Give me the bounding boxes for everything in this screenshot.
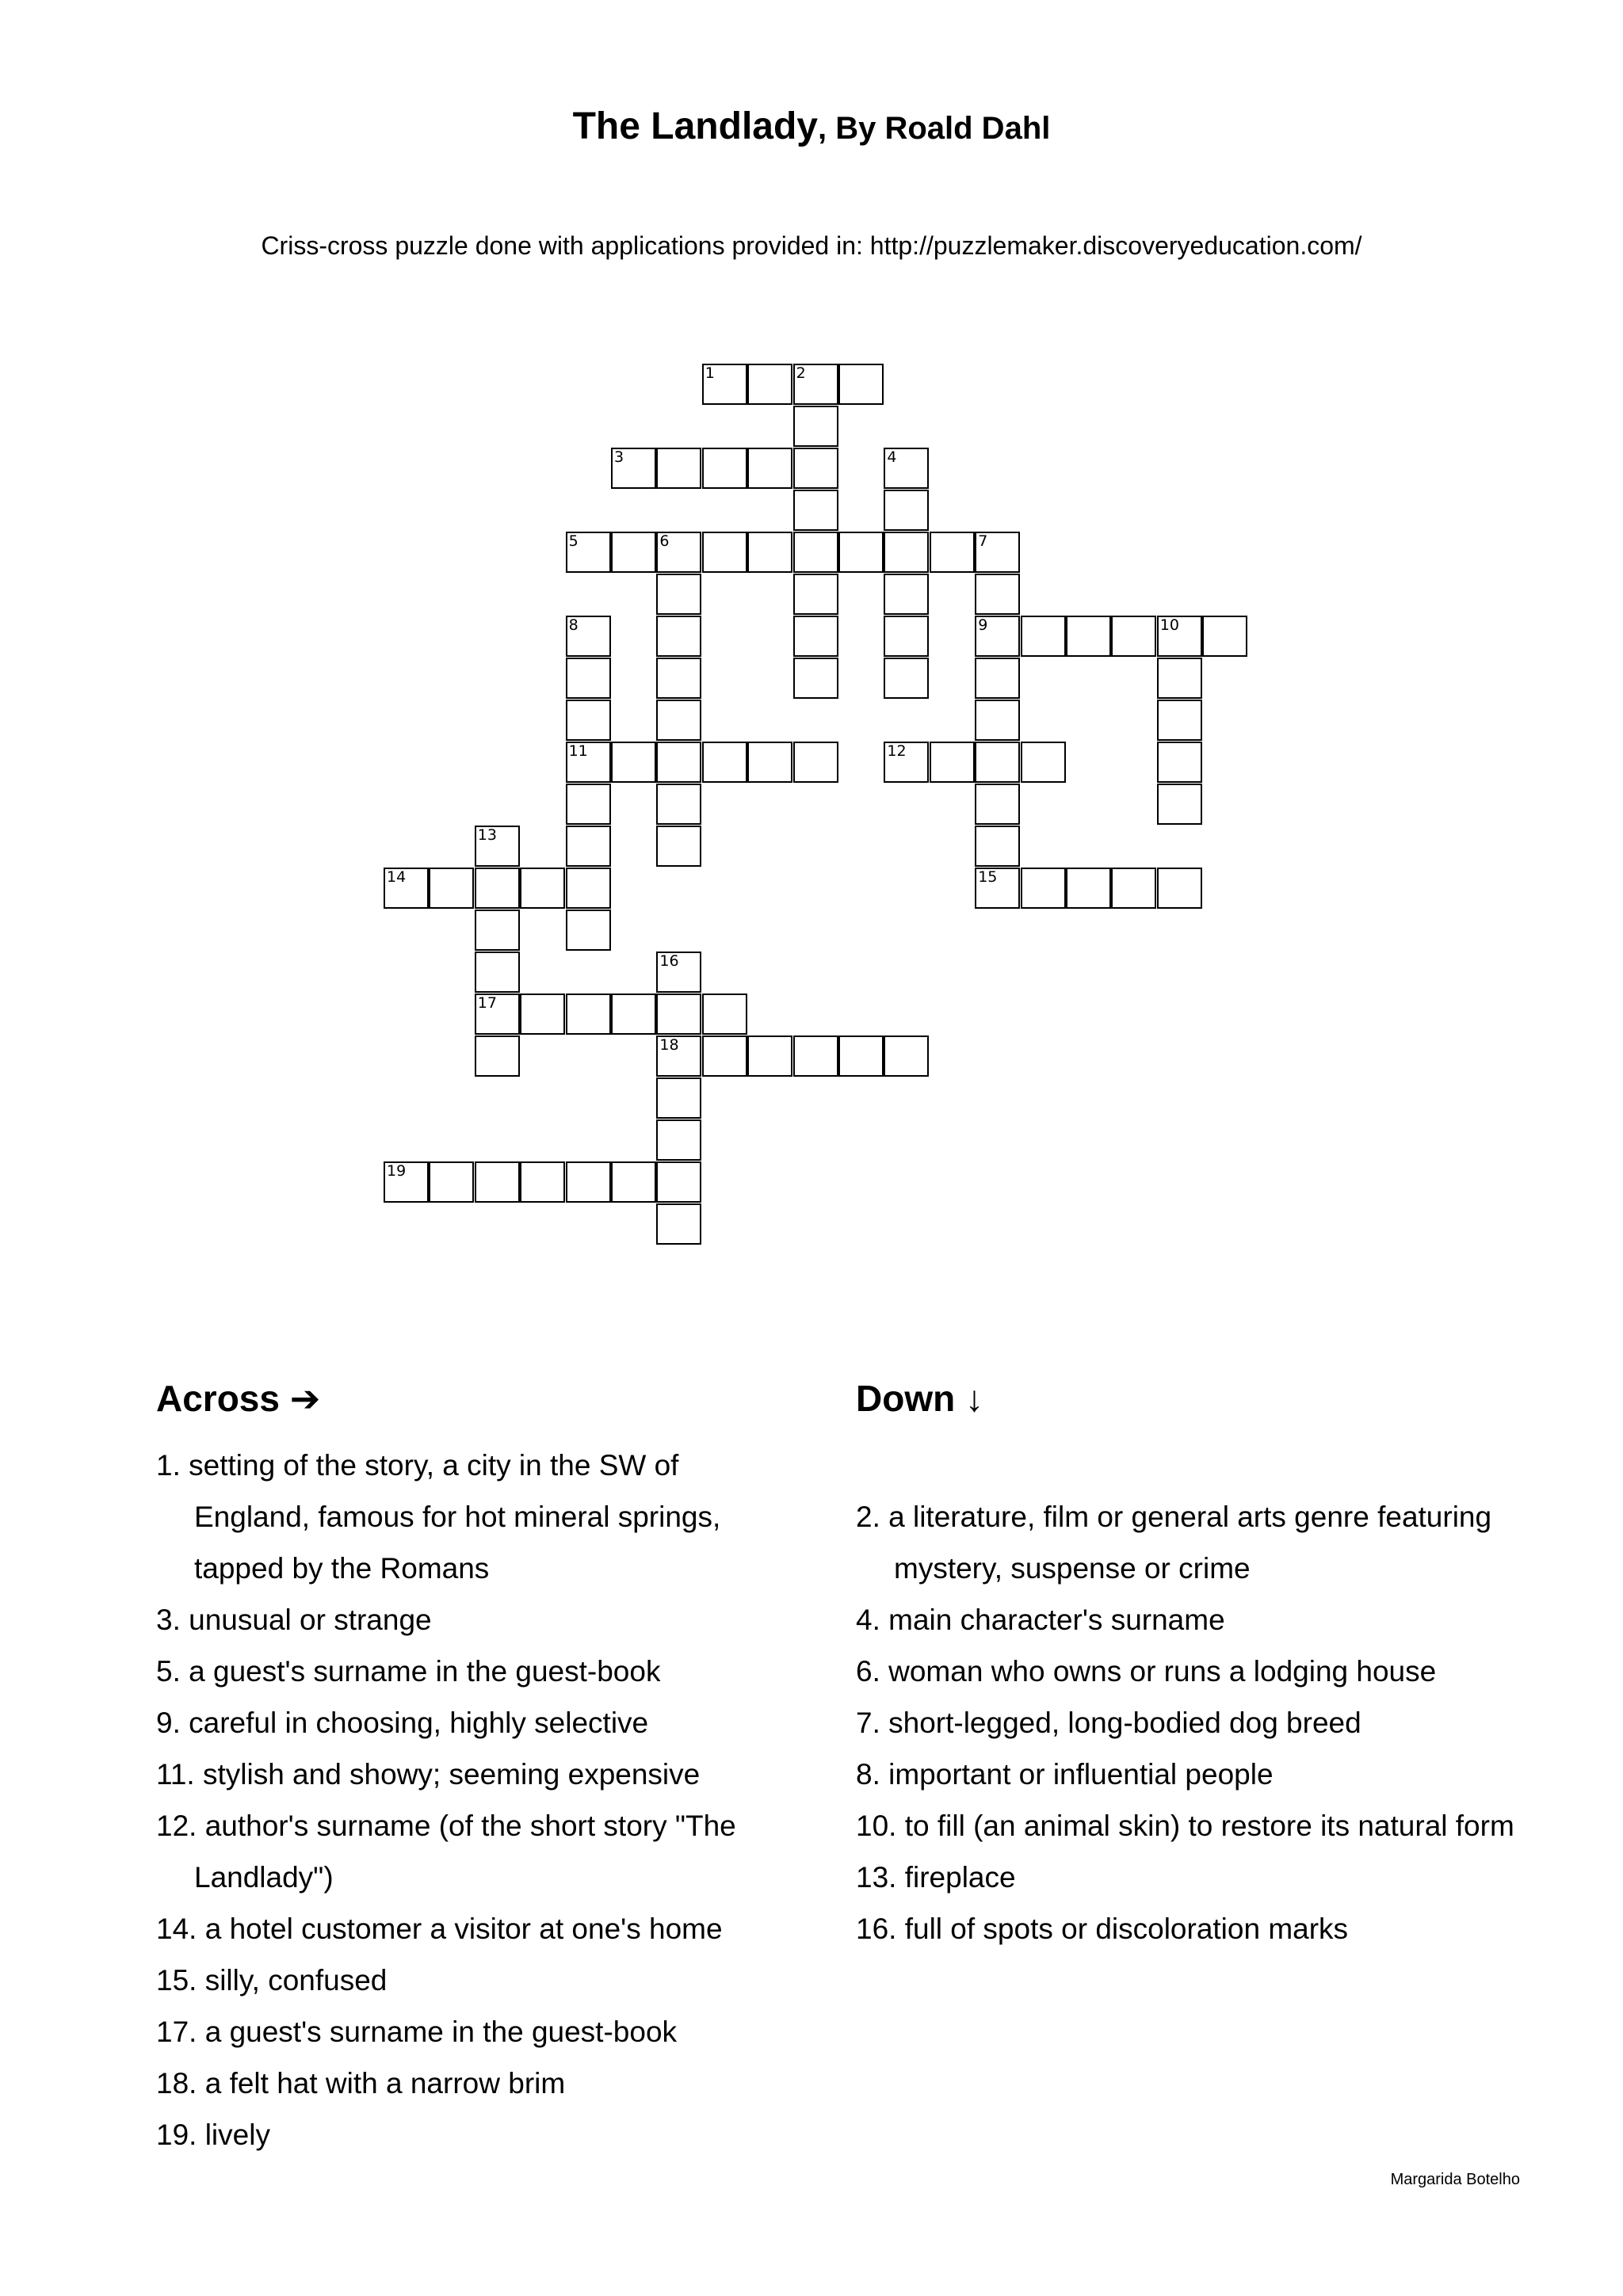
cell-number: 8 (568, 616, 579, 634)
grid-cell[interactable] (975, 700, 1020, 741)
grid-cell[interactable] (520, 1161, 565, 1203)
cell-number: 9 (978, 616, 988, 634)
grid-cell[interactable] (1157, 658, 1202, 699)
down-clue: 2. a literature, film or general arts genre featuring mystery, suspense or crime (856, 1501, 1492, 1585)
grid-cell[interactable] (793, 1035, 838, 1077)
across-clue: 9. careful in choosing, highly selective (156, 1707, 649, 1739)
grid-cell[interactable] (975, 658, 1020, 699)
grid-cell[interactable] (566, 1161, 611, 1203)
grid-cell[interactable] (475, 1035, 520, 1077)
cell-number: 17 (477, 994, 497, 1012)
grid-cell[interactable] (566, 616, 611, 657)
grid-cell[interactable] (747, 1035, 792, 1077)
cell-number: 12 (887, 742, 907, 760)
grid-cell[interactable] (520, 994, 565, 1035)
grid-cell[interactable] (611, 742, 656, 783)
grid-cell[interactable] (1066, 868, 1111, 909)
grid-cell[interactable] (656, 616, 701, 657)
grid-cell[interactable] (884, 532, 929, 573)
grid-cell[interactable] (975, 574, 1020, 615)
grid-cell[interactable] (1111, 616, 1156, 657)
grid-cell[interactable] (975, 532, 1020, 573)
grid-cell[interactable] (793, 532, 838, 573)
across-clue: 3. unusual or strange (156, 1604, 432, 1636)
cell-number: 15 (978, 868, 998, 886)
grid-cell[interactable] (475, 952, 520, 993)
grid-cell[interactable] (1202, 616, 1247, 657)
grid-cell[interactable] (611, 448, 656, 489)
grid-cell[interactable] (793, 406, 838, 447)
grid-cell[interactable] (975, 826, 1020, 867)
down-heading: Down ↓ (856, 1378, 983, 1419)
grid-cell[interactable] (1111, 868, 1156, 909)
grid-cell[interactable] (566, 700, 611, 741)
across-clue: 19. lively (156, 2119, 270, 2151)
grid-cell[interactable] (884, 490, 929, 531)
down-clue: 6. woman who owns or runs a lodging house (856, 1655, 1437, 1688)
grid-cell[interactable] (656, 784, 701, 825)
grid-cell[interactable] (1021, 616, 1066, 657)
grid-cell[interactable] (611, 1161, 656, 1203)
down-clue: 8. important or influential people (856, 1758, 1274, 1791)
cell-number: 14 (387, 868, 407, 886)
cell-number: 13 (477, 826, 497, 844)
grid-cell[interactable] (1157, 784, 1202, 825)
cell-number: 18 (659, 1036, 679, 1054)
grid-cell[interactable] (566, 658, 611, 699)
grid-cell[interactable] (656, 1077, 701, 1119)
grid-cell[interactable] (793, 364, 838, 405)
grid-cell[interactable] (975, 742, 1020, 783)
author-credit: Margarida Botelho (1390, 2171, 1520, 2188)
grid-cell[interactable] (702, 532, 747, 573)
grid-cell[interactable] (656, 574, 701, 615)
grid-cell[interactable] (975, 868, 1020, 909)
grid-cell[interactable] (656, 1161, 701, 1203)
grid-cell[interactable] (656, 532, 701, 573)
title-author: , By Roald Dahl (817, 111, 1051, 146)
cell-number: 4 (887, 448, 897, 466)
grid-cell[interactable] (838, 364, 884, 405)
across-clue: 1. setting of the story, a city in the SW of England, famous for hot mineral springs, tapped by the Romans (156, 1449, 721, 1585)
grid-cell[interactable] (838, 532, 884, 573)
cell-number: 10 (1159, 616, 1179, 634)
grid-cell[interactable] (793, 448, 838, 489)
grid-cell[interactable] (793, 616, 838, 657)
across-heading: Across ➔ (156, 1378, 321, 1419)
grid-cell[interactable] (520, 868, 565, 909)
grid-cell[interactable] (702, 994, 747, 1035)
title-main: The Landlady (572, 105, 818, 147)
grid-cell[interactable] (384, 868, 429, 909)
cell-number: 6 (659, 532, 670, 550)
grid-cell[interactable] (975, 784, 1020, 825)
grid-cell[interactable] (884, 1035, 929, 1077)
across-clue: 5. a guest's surname in the guest-book (156, 1655, 661, 1688)
grid-cell[interactable] (1157, 616, 1202, 657)
grid-cell[interactable] (566, 742, 611, 783)
grid-cell[interactable] (566, 994, 611, 1035)
grid-cell[interactable] (793, 574, 838, 615)
cell-number: 11 (568, 742, 588, 760)
down-clue: 10. to fill (an animal skin) to restore its natural form (856, 1810, 1514, 1842)
cell-number: 3 (614, 448, 624, 466)
cell-number: 19 (387, 1162, 407, 1180)
grid-cell[interactable] (656, 994, 701, 1035)
grid-cell[interactable] (656, 700, 701, 741)
grid-cell[interactable] (793, 658, 838, 699)
grid-cell[interactable] (656, 826, 701, 867)
grid-cell[interactable] (566, 532, 611, 573)
grid-cell[interactable] (475, 868, 520, 909)
across-clue: 18. a felt hat with a narrow brim (156, 2067, 566, 2100)
subtitle: Criss-cross puzzle done with applications provided in: http://puzzlemaker.discoveryeducation.com/ (261, 231, 1362, 260)
grid-cell[interactable] (475, 1161, 520, 1203)
grid-cell[interactable] (702, 364, 747, 405)
grid-cell[interactable] (656, 448, 701, 489)
across-clue: 17. a guest's surname in the guest-book (156, 2016, 678, 2048)
grid-cell[interactable] (475, 826, 520, 867)
grid-cell[interactable] (656, 742, 701, 783)
grid-cell[interactable] (702, 742, 747, 783)
grid-cell[interactable] (566, 784, 611, 825)
cell-number: 5 (568, 532, 579, 550)
across-clue: 12. author's surname (of the short story "The Landlady") (156, 1810, 736, 1894)
across-clue: 15. silly, confused (156, 1964, 388, 1997)
grid-cell[interactable] (702, 448, 747, 489)
grid-cell[interactable] (884, 616, 929, 657)
grid-cell[interactable] (702, 1035, 747, 1077)
grid-cell[interactable] (656, 1203, 701, 1245)
grid-cell[interactable] (793, 490, 838, 531)
grid-cell[interactable] (1157, 700, 1202, 741)
grid-cell[interactable] (656, 1119, 701, 1161)
grid-cell[interactable] (566, 910, 611, 951)
grid-cell[interactable] (656, 952, 701, 993)
cell-number: 1 (705, 364, 715, 382)
grid-cell[interactable] (930, 532, 975, 573)
grid-cell[interactable] (384, 1161, 429, 1203)
down-clue-list (856, 1491, 1553, 1955)
grid-cell[interactable] (1157, 868, 1202, 909)
grid-cell[interactable] (656, 1035, 701, 1077)
down-clue: 4. main character's surname (856, 1604, 1225, 1636)
grid-cell[interactable] (930, 742, 975, 783)
down-clue: 7. short-legged, long-bodied dog breed (856, 1707, 1361, 1739)
grid-cell[interactable] (1066, 616, 1111, 657)
grid-cell[interactable] (1021, 868, 1066, 909)
grid-cell[interactable] (475, 994, 520, 1035)
grid-cell[interactable] (611, 994, 656, 1035)
grid-cell[interactable] (793, 742, 838, 783)
grid-cell[interactable] (838, 1035, 884, 1077)
grid-cell[interactable] (975, 616, 1020, 657)
cell-number: 7 (978, 532, 988, 550)
grid-cell[interactable] (747, 448, 792, 489)
grid-cell[interactable] (611, 532, 656, 573)
grid-cell[interactable] (747, 532, 792, 573)
cell-number: 16 (659, 952, 679, 970)
grid-cell[interactable] (884, 448, 929, 489)
cell-number: 2 (796, 364, 806, 382)
grid-cell[interactable] (566, 826, 611, 867)
down-clue: 13. fireplace (856, 1861, 1016, 1894)
across-clue-list (156, 1440, 790, 2161)
grid-cell[interactable] (656, 658, 701, 699)
grid-cell[interactable] (566, 868, 611, 909)
grid-cell[interactable] (884, 574, 929, 615)
across-clue: 14. a hotel customer a visitor at one's home (156, 1913, 723, 1945)
down-clue: 16. full of spots or discoloration marks (856, 1913, 1349, 1945)
grid-cell[interactable] (429, 868, 474, 909)
grid-cell[interactable] (747, 742, 792, 783)
grid-cell[interactable] (747, 364, 792, 405)
grid-cell[interactable] (1157, 742, 1202, 783)
grid-cell[interactable] (884, 742, 929, 783)
across-clue: 11. stylish and showy; seeming expensive (156, 1758, 701, 1791)
grid-cell[interactable] (1021, 742, 1066, 783)
grid-cell[interactable] (884, 658, 929, 699)
grid-cell[interactable] (475, 910, 520, 951)
grid-cell[interactable] (429, 1161, 474, 1203)
